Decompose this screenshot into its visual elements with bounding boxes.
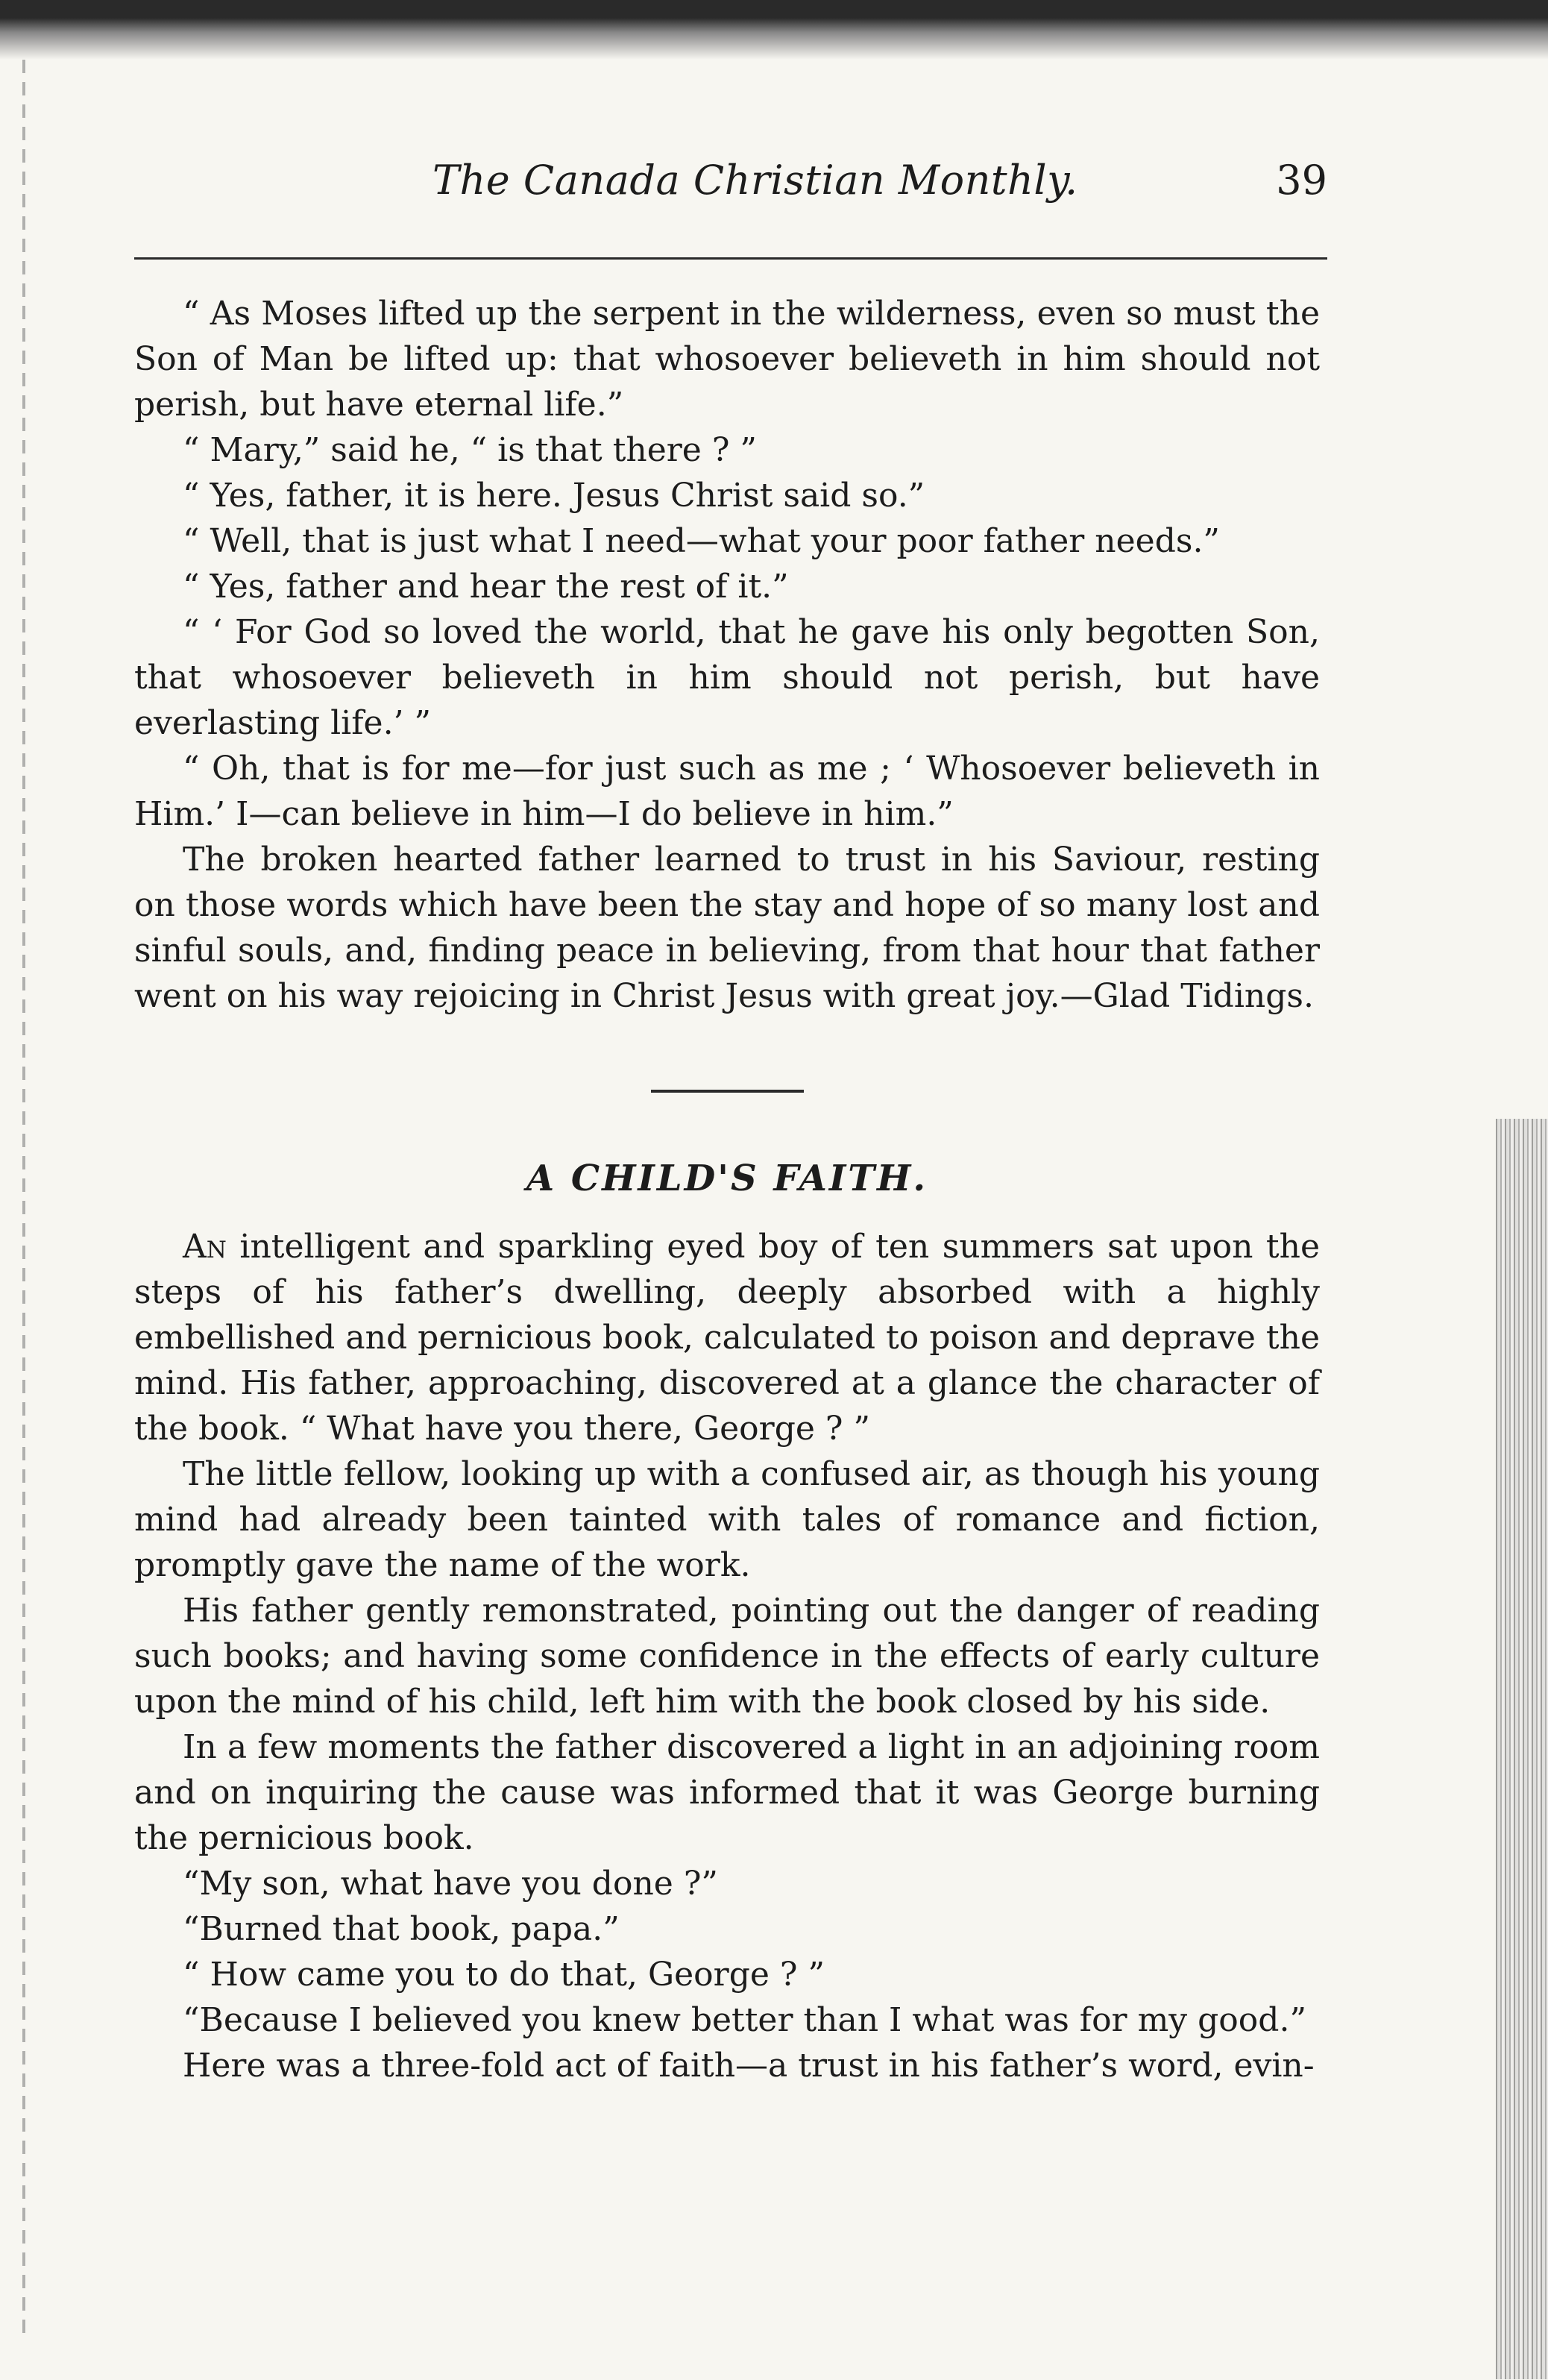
paragraph: “Burned that book, papa.”: [183, 1910, 620, 1948]
paragraph: “ Yes, father, it is here. Jesus Christ said so.”: [183, 477, 925, 515]
scan-right-edge: [1496, 1119, 1548, 2379]
paragraph: In a few moments the father discovered a light in an adjoining room and on inquiring the cause was informed that it was George burning the pernicious book.: [134, 1728, 1320, 1857]
paragraph: “ Well, that is just what I need—what your poor father needs.”: [183, 522, 1220, 560]
article-childs-faith: [134, 1156, 1320, 2088]
paragraph: His father gently remonstrated, pointing out the danger of reading such books; and having some confidence in the effects of early culture upon the mind of his child, left him with the book closed by his side.: [134, 1592, 1320, 1721]
paragraph: “ Mary,” said he, “ is that there ? ”: [183, 431, 757, 469]
paragraph: The little fellow, looking up with a confused air, as though his young mind had already been tainted with tales of romance and fiction, promptly gave the name of the work.: [134, 1455, 1320, 1584]
scan-left-edge: [22, 60, 25, 2335]
article-glad-tidings: [134, 291, 1320, 1019]
page-header: [134, 157, 1327, 216]
paragraph: “ As Moses lifted up the serpent in the wilderness, even so must the Son of Man be lifted up: that whosoever believeth in him should not perish, but have eternal life.”: [134, 295, 1320, 424]
scan-top-edge: [0, 0, 1548, 60]
article-title: A CHILD'S FAITH.: [526, 1158, 928, 1199]
paragraph: The broken hearted father learned to trust in his Saviour, resting on those words which have been the stay and hope of so many lost and sinful souls, and, finding peace in believing, from that hour that father went on his way rejoicing in Christ Jesus with great joy.—Glad Tidings.: [134, 841, 1320, 1015]
paragraph: “My son, what have you done ?”: [183, 1865, 718, 1903]
paragraph-text: intelligent and sparkling eyed boy of ten summers sat upon the steps of his father’s dwelling, deeply absorbed with a highly embellished and pernicious book, calculated to poison and deprave the mind. His father, approaching, discovered at a glance the character of the book. “ What have you there, George ? ”: [134, 1228, 1320, 1448]
paragraph: “ ‘ For God so loved the world, that he gave his only begotten Son, that whosoever believeth in him should not perish, but have everlasting life.’ ”: [134, 613, 1320, 742]
paragraph: “Because I believed you knew better than I what was for my good.”: [183, 2001, 1306, 2039]
paragraph: “ Yes, father and hear the rest of it.”: [183, 568, 789, 606]
section-divider: [651, 1090, 804, 1093]
page-number: 39: [1276, 157, 1327, 204]
page-body: [134, 291, 1320, 2088]
paragraph: “ Oh, that is for me—for just such as me ; ‘ Whosoever believeth in Him.’ I—can believe in him—I do believe in him.”: [134, 750, 1320, 833]
dropcap-word: An: [183, 1228, 227, 1266]
paragraph: Here was a three-fold act of faith—a trust in his father’s word, evin-: [183, 2047, 1315, 2085]
header-rule: [134, 257, 1327, 260]
paragraph: [134, 1224, 1320, 1451]
running-title: The Canada Christian Monthly.: [432, 157, 1078, 204]
paragraph: “ How came you to do that, George ? ”: [183, 1956, 825, 1994]
